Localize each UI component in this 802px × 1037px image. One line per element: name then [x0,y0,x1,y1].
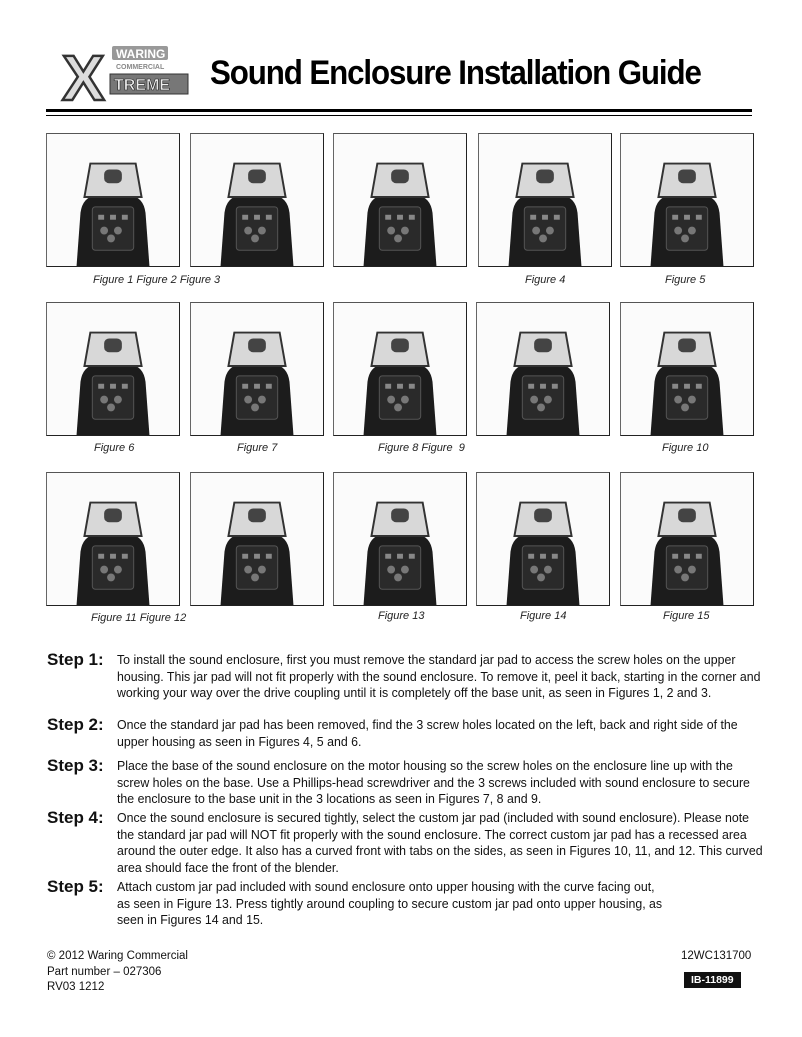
blender-illustration [191,134,323,266]
figure-14-photo [476,472,610,606]
figure-7-photo [190,302,324,436]
revision: RV03 1212 [47,981,105,993]
blender-illustration [334,473,466,605]
step-text: To install the sound enclosure, first you must remove the standard jar pad to access the screw holes on the upper housing. This jar pad will not fit properly with the sound enclosure. To remove it, peel it back, starting in the corner and working your way over the drive coupling until it is completely off the base unit, as seen in Figures 1, 2 and 3. [117,652,761,700]
ib-code-badge: IB-11899 [684,972,741,988]
step-text: Once the standard jar pad has been removed, find the 3 screw holes located on the left, back and right side of the upper housing as seen in Figures 4, 5 and 6. [117,717,738,749]
figure-3-photo [333,133,467,267]
caption-figure-13: Figure 13 [378,610,425,622]
figure-4-photo [478,133,612,267]
step-label: Step 2: [47,715,104,734]
step-3 [47,758,767,808]
blender-illustration [334,134,466,266]
blender-illustration [191,303,323,435]
step-4 [47,810,767,876]
figure-13-photo [333,472,467,606]
figure-10-photo [620,302,754,436]
copyright: © 2012 Waring Commercial [47,950,188,962]
step-1 [47,652,767,702]
blender-illustration [621,134,753,266]
step-label: Step 3: [47,756,104,775]
svg-text:X: X [62,42,105,104]
step-2 [47,717,767,750]
step-5 [47,879,767,929]
blender-illustration [621,303,753,435]
blender-illustration [621,473,753,605]
caption-figure-5: Figure 5 [665,274,706,286]
blender-illustration [477,473,609,605]
caption-figures-11-12: Figure 11 Figure 12 [91,612,187,624]
svg-text:TREME: TREME [114,77,170,94]
caption-figures-8-9: Figure 8 Figure 9 [378,442,465,454]
header-rule [46,109,752,112]
figure-1-photo [46,133,180,267]
caption-figure-6: Figure 6 [94,442,135,454]
caption-figure-15: Figure 15 [663,610,710,622]
step-text: Attach custom jar pad included with sound enclosure onto upper housing with the curve facing out, as seen in Figure 13. Press tightly around coupling to secure custom jar pad onto upper housing, as seen in Figures 14 and 15. [117,879,663,927]
blender-illustration [479,134,611,266]
figure-6-photo [46,302,180,436]
step-label: Step 4: [47,808,104,827]
caption-figure-10: Figure 10 [662,442,709,454]
waring-xtreme-logo [60,42,190,104]
step-text: Once the sound enclosure is secured tightly, select the custom jar pad (included with sound enclosure). Please note the standard jar pad will NOT fit properly with the sound enclosure. The correct custom jar pad has a recessed area around the outer edge. It also has a curved front with tabs on the sides, as seen in Figures 10, 11, and 12. This curved area should face the front of the blender. [117,810,763,875]
figure-8-photo [333,302,467,436]
step-label: Step 1: [47,650,104,669]
blender-illustration [47,134,179,266]
caption-figures-1-3: Figure 1 Figure 2 Figure 3 [93,274,221,286]
header-rule-thin [46,115,752,116]
figure-12-photo [190,472,324,606]
blender-illustration [47,473,179,605]
svg-text:WARING: WARING [116,47,166,61]
blender-illustration [191,473,323,605]
blender-illustration [477,303,609,435]
step-text: Place the base of the sound enclosure on the motor housing so the screw holes on the enclosure line up with the screw holes on the base. Use a Phillips-head screwdriver and the 3 screws included with sound enclosure to secure the enclosure to the base unit in the 3 locations as seen in Figures 7, 8 and 9. [117,758,750,806]
caption-figure-7: Figure 7 [237,442,278,454]
footer-left [47,949,188,996]
figure-15-photo [620,472,754,606]
caption-figure-14: Figure 14 [520,610,567,622]
doc-code: 12WC131700 [681,950,752,962]
part-number: Part number – 027306 [47,965,162,978]
step-label: Step 5: [47,877,104,896]
page-title: Sound Enclosure Installation Guide [210,54,701,92]
svg-text:COMMERCIAL: COMMERCIAL [116,64,165,71]
figure-2-photo [190,133,324,267]
caption-figure-4: Figure 4 [525,274,566,286]
figure-5-photo [620,133,754,267]
blender-illustration [47,303,179,435]
figure-9-photo [476,302,610,436]
blender-illustration [334,303,466,435]
figure-11-photo [46,472,180,606]
